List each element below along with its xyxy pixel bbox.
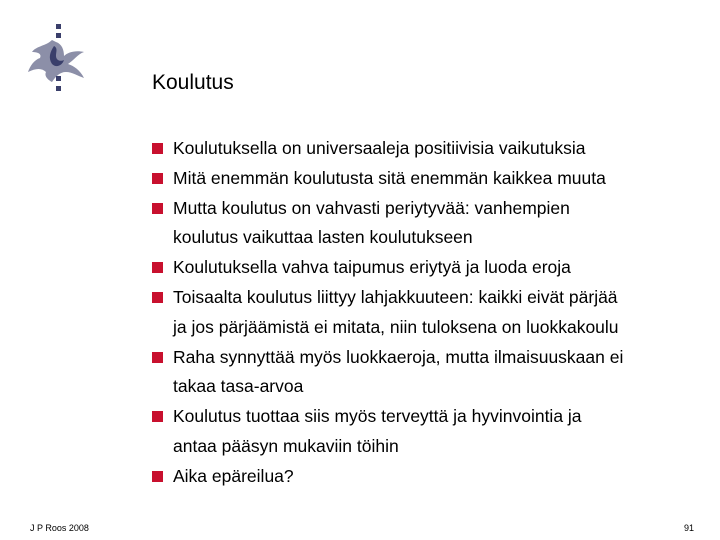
bullet-marker-icon [152, 262, 163, 273]
bullet-text [173, 194, 712, 254]
bullet-item [152, 134, 712, 164]
bullet-text [173, 462, 712, 492]
bullet-text [173, 253, 712, 283]
bullet-item [152, 402, 712, 462]
bullet-line: Koulutuksella on universaaleja positiivisia vaikutuksia [173, 138, 586, 158]
bullet-line: Raha synnyttää myös luokkaeroja, mutta ilmaisuuskaan ei [173, 346, 624, 367]
bullet-item [152, 164, 712, 194]
bullet-item [152, 343, 712, 403]
bullet-item [152, 462, 712, 492]
university-flame-logo-icon [22, 22, 90, 94]
bullet-line: Koulutuksella vahva taipumus eriytyä ja luoda eroja [173, 257, 571, 278]
slide-title: Koulutus [152, 71, 234, 94]
bullet-marker-icon [152, 471, 163, 482]
bullet-item [152, 253, 712, 283]
bullet-text [173, 283, 712, 343]
bullet-line: Koulutus tuottaa siis myös terveyttä ja hyvinvointia ja [173, 406, 582, 427]
page-number: 91 [683, 523, 694, 533]
bullet-marker-icon [152, 143, 163, 154]
bullet-text [173, 134, 712, 164]
bullet-line-continued: antaa pääsyn mukaviin töihin [173, 435, 399, 456]
bullet-text [173, 164, 712, 194]
bullet-marker-icon [152, 173, 163, 184]
bullet-item [152, 194, 712, 254]
university-logo [22, 22, 90, 94]
bullet-line: Aika epäreilua? [173, 465, 294, 486]
bullet-list [152, 134, 712, 492]
bullet-marker-icon [152, 352, 163, 363]
bullet-marker-icon [152, 203, 163, 214]
bullet-line-continued: takaa tasa-arvoa [173, 376, 304, 397]
bullet-item [152, 283, 712, 343]
bullet-text [173, 402, 712, 462]
bullet-marker-icon [152, 292, 163, 303]
bullet-line: Mitä enemmän koulutusta sitä enemmän kaikkea muuta [173, 167, 606, 188]
bullet-line: Mutta koulutus on vahvasti periytyvää: vanhempien [173, 197, 570, 218]
bullet-line-continued: ja jos pärjäämistä ei mitata, niin tuloksena on luokkakoulu [173, 316, 619, 337]
bullet-marker-icon [152, 411, 163, 422]
footer-author: J P Roos 2008 [30, 523, 89, 533]
bullet-text [173, 343, 712, 403]
bullet-line-continued: koulutus vaikuttaa lasten koulutukseen [173, 227, 473, 248]
bullet-line: Toisaalta koulutus liittyy lahjakkuuteen: kaikki eivät pärjää [173, 286, 618, 307]
